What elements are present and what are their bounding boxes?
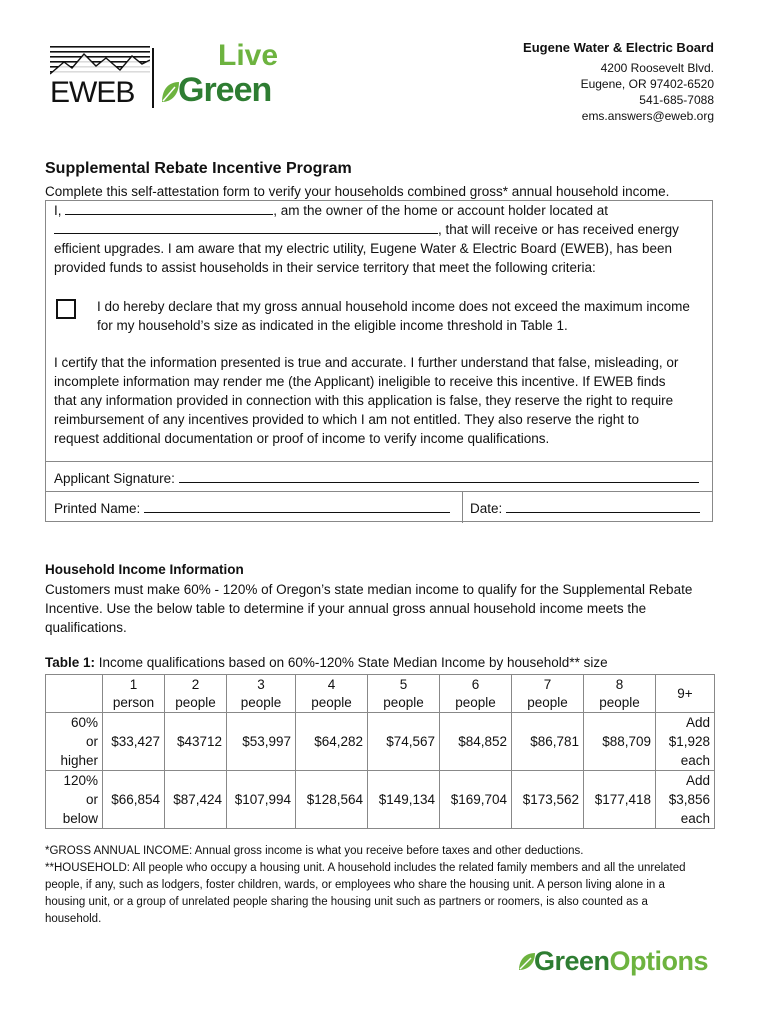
table-cell: $86,781 (512, 713, 584, 771)
table-cell-extra: Add $3,856 each (656, 771, 715, 829)
table-cell: $88,709 (584, 713, 656, 771)
certify-line-5: request additional documentation or proof of income to verify income qualifications. (54, 431, 550, 446)
table-header: 2 people (165, 675, 227, 713)
signature-label: Applicant Signature: (54, 471, 175, 486)
owner-name-field[interactable] (65, 201, 273, 215)
intro-text: Complete this self-attestation form to verify your households combined gross* annual household income. (45, 184, 670, 199)
table-caption-text: Income qualifications based on 60%-120% State Median Income by household** size (95, 655, 608, 670)
eweb-logo-text: EWEB (50, 76, 135, 109)
footnote-household-3: housing unit, or a group of unrelated people sharing the housing unit such as partners or roomers, is also counted as a (45, 896, 648, 908)
street-address: 4200 Roosevelt Blvd. (600, 61, 714, 75)
table-cell: $64,282 (296, 713, 368, 771)
table-cell: $33,427 (103, 713, 165, 771)
footnote-household-2: people, if any, such as lodgers, foster children, wards, or employees who share the housing unit. A person living alone in a (45, 879, 665, 891)
table-caption-label: Table 1: (45, 655, 96, 670)
green-text: Green (178, 71, 272, 109)
attestation-form (45, 200, 713, 522)
owner-prefix: I, (54, 203, 62, 218)
certify-line-1: I certify that the information presented is true and accurate. I further understand that false, misleading, or (54, 355, 679, 370)
table-cell: $84,852 (440, 713, 512, 771)
row-label: 60% or higher (46, 713, 103, 771)
eweb-logo (50, 44, 150, 108)
utility-statement: efficient upgrades. I am aware that my electric utility, Eugene Water & Electric Board (EWEB), has been (54, 241, 673, 256)
owner-line (54, 201, 608, 220)
table-header: 3 people (227, 675, 296, 713)
phone-number: 541-685-7088 (639, 93, 714, 107)
table-header: 8 people (584, 675, 656, 713)
table-cell: $66,854 (103, 771, 165, 829)
declaration-checkbox[interactable] (56, 299, 76, 319)
table-cell: $53,997 (227, 713, 296, 771)
footnote-gross: *GROSS ANNUAL INCOME: Annual gross income is what you receive before taxes and other deductions. (45, 845, 584, 857)
household-heading: Household Income Information (45, 562, 244, 577)
row-divider (462, 492, 463, 523)
name-date-row (46, 491, 712, 522)
income-table (45, 674, 715, 829)
row-label: 120% or below (46, 771, 103, 829)
footnote-household-4: household. (45, 913, 102, 925)
criteria-statement: provided funds to assist households in their service territory that meet the following criteria: (54, 260, 596, 275)
table-cell: $74,567 (368, 713, 440, 771)
footnote-household-1: **HOUSEHOLD: All people who occupy a housing unit. A household includes the related family members and all the unrelated (45, 862, 686, 874)
household-desc-line-3: qualifications. (45, 620, 127, 635)
table-cell: $107,994 (227, 771, 296, 829)
declaration-line-1: I do hereby declare that my gross annual household income does not exceed the maximum income (97, 299, 690, 314)
green-options-logo (518, 946, 714, 980)
leaf-icon (160, 80, 180, 104)
household-description (45, 580, 725, 637)
address-block (523, 40, 714, 124)
table-caption (45, 655, 608, 670)
printed-name-line (54, 499, 450, 518)
table-cell: $177,418 (584, 771, 656, 829)
owner-suffix: , am the owner of the home or account holder located at (273, 203, 608, 218)
green-options-text: GreenOptions (534, 946, 709, 976)
signature-row (46, 461, 712, 492)
footnotes (45, 843, 725, 928)
live-text: Live (218, 39, 279, 72)
table-header: 7 people (512, 675, 584, 713)
logo-divider (152, 48, 154, 108)
address-line (54, 220, 679, 239)
household-desc-line-2: Incentive. Use the below table to determine if your annual gross annual household income meets the (45, 601, 647, 616)
certify-line-2: incomplete information may render me (the Applicant) ineligible to receive this incentive. If EWEB finds (54, 374, 666, 389)
table-row (46, 771, 715, 829)
table-header-row (46, 675, 715, 713)
table-cell: $87,424 (165, 771, 227, 829)
date-field[interactable] (506, 499, 700, 513)
table-cell-extra: Add $1,928 each (656, 713, 715, 771)
table-corner-cell (46, 675, 103, 713)
home-address-field[interactable] (54, 220, 438, 234)
live-green-logo (160, 40, 300, 112)
date-label: Date: (470, 501, 503, 516)
table-header: 5 people (368, 675, 440, 713)
table-header: 1 person (103, 675, 165, 713)
household-desc-line-1: Customers must make 60% - 120% of Oregon’s state median income to qualify for the Supplemental Rebate (45, 582, 693, 597)
table-header: 4 people (296, 675, 368, 713)
address-suffix: , that will receive or has received energy (438, 222, 679, 237)
signature-line (54, 469, 699, 488)
certify-line-3: that any information provided in connection with this application is false, they reserve the right to require (54, 393, 674, 408)
printed-name-label: Printed Name: (54, 501, 141, 516)
table-header: 6 people (440, 675, 512, 713)
table-cell: $43712 (165, 713, 227, 771)
email-address[interactable]: ems.answers@eweb.org (581, 109, 714, 123)
declaration-line-2: for my household’s size as indicated in the eligible income threshold in Table 1. (97, 318, 568, 333)
printed-name-field[interactable] (144, 499, 450, 513)
table-row (46, 713, 715, 771)
table-header-extra: 9+ (656, 675, 715, 713)
table-cell: $173,562 (512, 771, 584, 829)
table-cell: $169,704 (440, 771, 512, 829)
page-title: Supplemental Rebate Incentive Program (45, 160, 352, 177)
org-name: Eugene Water & Electric Board (523, 40, 714, 55)
signature-field[interactable] (179, 469, 699, 483)
date-line (470, 499, 700, 518)
table-cell: $128,564 (296, 771, 368, 829)
table-cell: $149,134 (368, 771, 440, 829)
eweb-mountain-icon (50, 44, 150, 76)
certify-line-4: reimbursement of any incentives provided to which I am not entitled. They also reserve the right to (54, 412, 640, 427)
city-address: Eugene, OR 97402-6520 (580, 77, 714, 91)
